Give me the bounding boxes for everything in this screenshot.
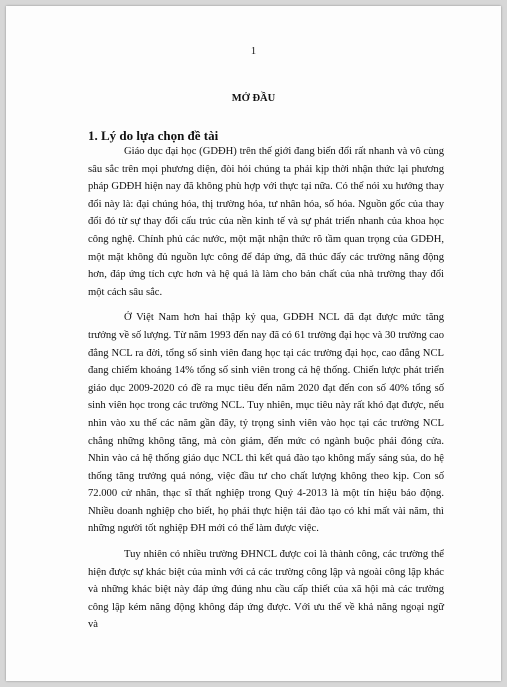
- paragraph-2: Ở Việt Nam hơn hai thập kỷ qua, GDĐH NCL đã đạt được mức tăng trưởng về số lượng. Từ năm 1993 đến nay đã có 61 trường đại học và 30 trường cao đẳng NCL ra đời, tổng số sinh viên đang học tại các trường đại học, cao đẳng NCL đang chiếm khoảng 14% tổng số sinh viên trong cả hệ thống. Chiến lược phát triển giáo dục 2009-2020 có đề ra mục tiêu đến năm 2020 đạt đến con số 40% tổng số sinh viên học trong các trường NCL. Tuy nhiên, mục tiêu này rất khó đạt được, nếu nhìn vào xu thế các năm gần đây, tỷ trọng sinh viên vào học tại các trường NCL chẳng những không tăng, mà còn giảm, đến mức có ngành buộc phải đóng cửa. Nhìn vào cả hệ thống giáo dục NCL thì kết quả đào tạo không mấy sáng sủa, do hệ thống tăng trưởng quá nóng, việc đầu tư cho chất lượng không theo kịp. Con số 72.000 cử nhân, thạc sĩ thất nghiệp trong Quý 4-2013 là một tín hiệu báo động. Nhiều doanh nghiệp cho biết, họ phải thực hiện tái đào tạo có khi mất vài năm, thì những người tốt nghiệp ĐH mới có thể làm được việc.: [88, 312, 445, 535]
- paragraph-1: Giáo dục đại học (GDĐH) trên thế giới đang biến đổi rất nhanh và vô cùng sâu sắc trên mọi phương diện, đòi hỏi chúng ta phải kịp thời nhận thức lại phương pháp GDĐH hiện nay đã không phù hợp với thực tại nữa. Có thể nói xu hướng thay đổi này là: đại chúng hóa, thị trường hóa, tư nhân hóa, số hóa. Nguồn gốc của thay đổi đó từ sự thay đổi cấu trúc của nền kinh tế và sự phát triển nhanh của khoa học công nghệ. Chính phủ các nước, một mặt nhận thức rõ tầm quan trọng của GDĐH, một mặt không đủ nguồn lực công để đáp ứng, đã thúc đẩy các trường năng động hơn, đáp ứng tích cực hơn và hệ quả là làm cho bản chất của nhà trường thay đổi một cách sâu sắc.: [88, 146, 444, 298]
- document-title: MỞ ĐẦU: [231, 93, 276, 104]
- paragraph-3: Tuy nhiên có nhiều trường ĐHNCL được coi là thành công, các trường thể hiện được sự khác biệt của mình với cả các trường công lập và ngoài công lập khác và những khác biệt này đáp ứng đúng nhu cầu cấp thiết của xã hội mà các trường công lập kém năng động không đáp ứng được. Với ưu thế về khả năng ngoại ngữ và: [88, 549, 444, 631]
- section-heading: 1. Lý do lựa chọn đề tài: [88, 128, 219, 143]
- document-page: [6, 6, 501, 681]
- page-number: 1: [250, 46, 257, 57]
- document-body: [88, 143, 444, 642]
